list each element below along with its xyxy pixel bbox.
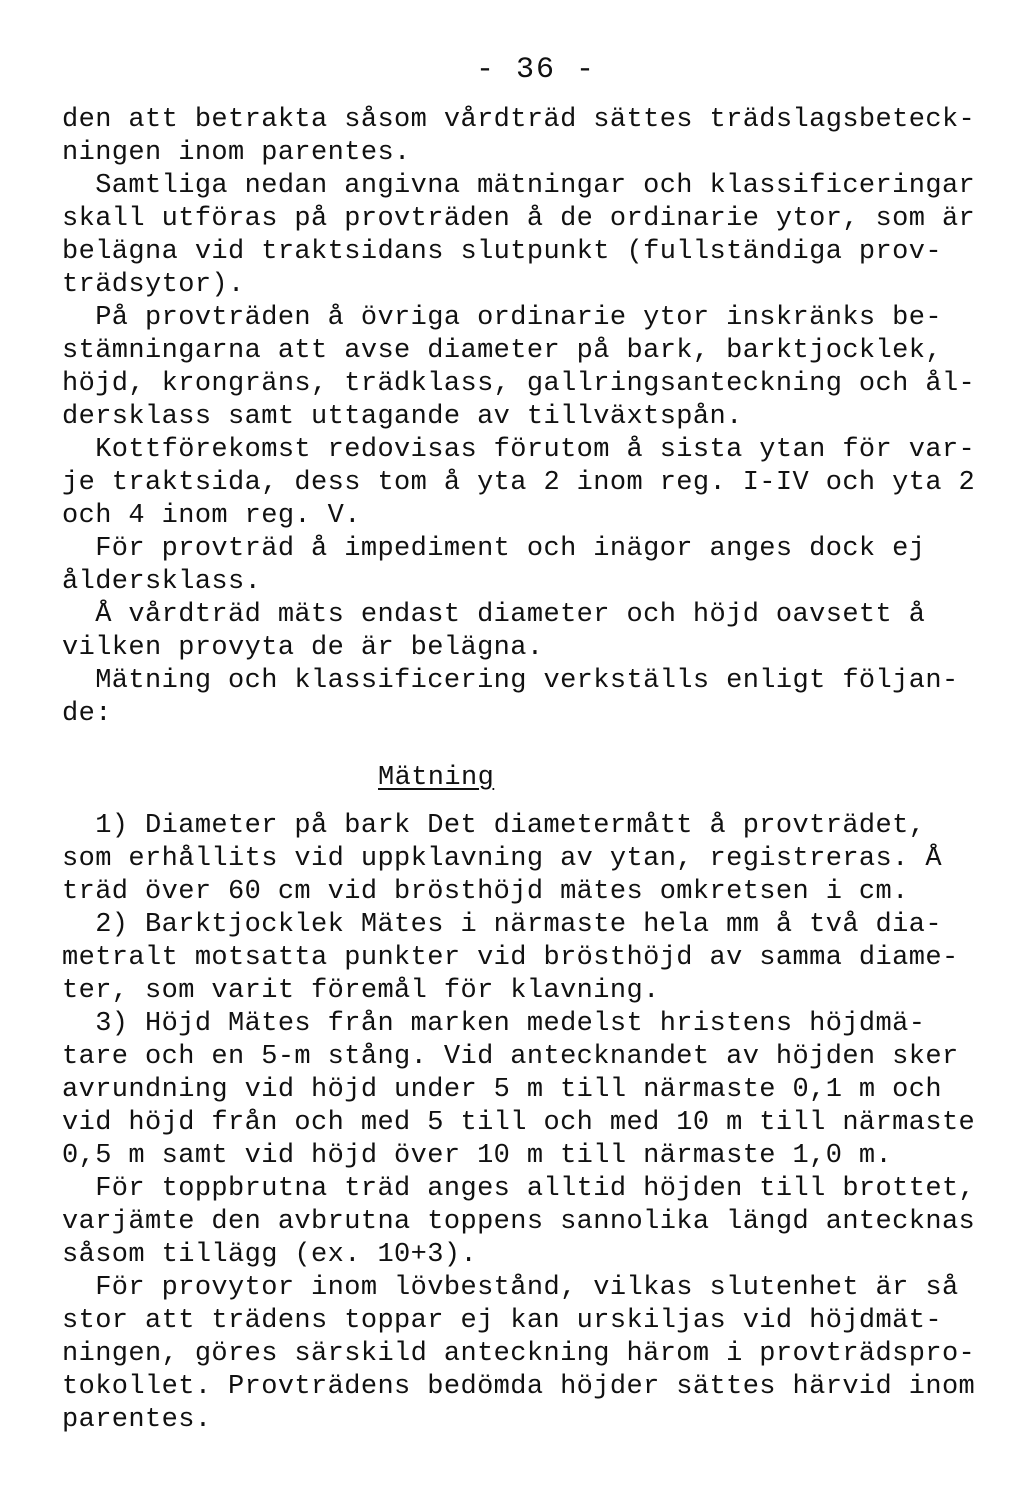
text-line: 2) Barktjocklek Mätes i närmaste hela mm å två dia- — [62, 910, 942, 940]
text-line: tokollet. Provträdens bedömda höjder sättes härvid inom — [62, 1372, 976, 1402]
text-line: trädsytor). — [62, 270, 245, 300]
text-line: För toppbrutna träd anges alltid höjden till brottet, — [62, 1174, 976, 1204]
text-line: 0,5 m samt vid höjd över 10 m till närmaste 1,0 m. — [62, 1141, 893, 1171]
text-line: dersklass samt uttagande av tillväxtspån. — [62, 402, 743, 432]
text-line: Kottförekomst redovisas förutom å sista ytan för var- — [62, 435, 976, 465]
text-line: ter, som varit föremål för klavning. — [62, 976, 660, 1006]
section-heading: Mätning — [378, 763, 495, 793]
text-line: ningen, göres särskild anteckning härom i provträdspro- — [62, 1339, 976, 1369]
text-line: je traktsida, dess tom å yta 2 inom reg. I-IV och yta 2 — [62, 468, 976, 498]
text-line: metralt motsatta punkter vid brösthöjd av samma diame- — [62, 943, 959, 973]
text-line: som erhållits vid uppklavning av ytan, registreras. Å — [62, 844, 942, 874]
text-line: Samtliga nedan angivna mätningar och klassificeringar — [62, 171, 976, 201]
text-line: den att betrakta såsom vårdträd sättes trädslagsbeteck- — [62, 105, 976, 135]
text-line: 1) Diameter på bark Det diametermått å provträdet, — [62, 811, 926, 841]
text-line: skall utföras på provträden å de ordinarie ytor, som är — [62, 204, 976, 234]
text-line: På provträden å övriga ordinarie ytor inskränks be- — [62, 303, 942, 333]
page-number: - 36 - — [476, 53, 597, 87]
text-line: stämningarna att avse diameter på bark, barktjocklek, — [62, 336, 942, 366]
text-line: För provträd å impediment och inägor anges dock ej — [62, 534, 926, 564]
text-line: vid höjd från och med 5 till och med 10 m till närmaste — [62, 1108, 976, 1138]
text-line: de: — [62, 699, 112, 729]
text-line: parentes. — [62, 1405, 212, 1435]
text-line: varjämte den avbrutna toppens sannolika längd antecknas — [62, 1207, 976, 1237]
text-line: såsom tillägg (ex. 10+3). — [62, 1240, 478, 1270]
text-line: För provytor inom lövbestånd, vilkas slutenhet är så — [62, 1273, 959, 1303]
text-line: belägna vid traktsidans slutpunkt (fullständiga prov- — [62, 237, 942, 267]
text-line: 3) Höjd Mätes från marken medelst hristens höjdmä- — [62, 1009, 926, 1039]
text-line: ningen inom parentes. — [62, 138, 411, 168]
text-line: Å vårdträd mäts endast diameter och höjd oavsett å — [62, 600, 926, 630]
text-line: avrundning vid höjd under 5 m till närmaste 0,1 m och — [62, 1075, 942, 1105]
text-line: höjd, krongräns, trädklass, gallringsanteckning och ål- — [62, 369, 976, 399]
text-line: tare och en 5-m stång. Vid antecknandet av höjden sker — [62, 1042, 959, 1072]
text-line: träd över 60 cm vid brösthöjd mätes omkretsen i cm. — [62, 877, 909, 907]
text-line: åldersklass. — [62, 567, 262, 597]
text-line: och 4 inom reg. V. — [62, 501, 361, 531]
text-line: stor att trädens toppar ej kan urskiljas vid höjdmät- — [62, 1306, 942, 1336]
text-line: vilken provyta de är belägna. — [62, 633, 544, 663]
text-line: Mätning och klassificering verkställs enligt följan- — [62, 666, 959, 696]
